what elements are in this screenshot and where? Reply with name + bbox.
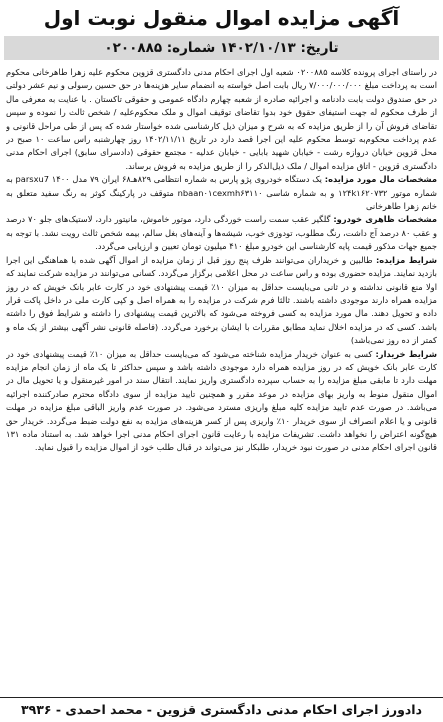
intro-paragraph bbox=[6, 66, 437, 173]
notice-footer: دادورز اجرای احکام مدنی دادگستری قزوین - محمد احمدی - ۳۹۳۶ bbox=[0, 697, 443, 722]
intro-text: در راستای اجرای پرونده کلاسه ۰۲۰۰۸۸۵ شعبه اول اجرای احکام مدنی دادگستری قزوین محکوم علیه زهرا طاهرخانی محکوم است به پرداخت مبلغ ۷/۰۰۰/۰۰۰/۰۰۰ ریال بابت اصل خواسته به انضمام سایر هزینه‌ها در حق حسین رسولی و نیم عشر دولتی در حق صندوق دولت بابت دادنامه و اجرائیه صادره از شعبه چهارم دادگاه عمومی و حقوقی تاکستان . با عنایت به معرفی مال از طرف محکوم له جهت استیفای حقوق خود بدوا تقاضای توقیف اموال و ملک محکوم‌علیه / شخص ثالث را نموده و سپس تقاضای فروش آن را از طریق مزایده که به شرح و میزان ذیل کارشناسی شده خواستار شده که پس از طی مراحل قانونی و عدم پرداخت محکوم‌به توسط محکوم علیه این اجرا قصد دارد در تاریخ ۱۴۰۲/۱۱/۱۱ روز چهارشنبه راس ساعت ۱۰ صبح در محل قزوین خیابان دروازه رشت - خیابان شهید بابایی - خیابان عدلیه - مجتمع حقوقی (دادسرای سابق) اجرای احکام مدنی دادگستری قزوین - اتاق مزایده اموال / ملک ذیل‌الذکر را از طریق مزایده به فروش برساند. bbox=[6, 67, 437, 171]
date-number-bar: تاریخ: ۱۴۰۲/۱۰/۱۳ شماره: ۰۲۰۰۸۸۵ bbox=[4, 36, 439, 60]
property-spec-heading: مشخصات مال مورد مزایده: bbox=[324, 174, 437, 185]
buyer-terms-text: کسی به عنوان خریدار مزایده شناخته می‌شود که می‌بایست حداقل به میزان ۱۰٪ قیمت پیشنهادی خود در کارت عابر بانک خویش که در روز مزایده همراه دارد موجودی داشته باشد و سپس حداکثر تا یک ماه از زمان انجام مزایده مهلت دارد تا مابقی مبلغ مزایده را به حساب سپرده دادگستری واریز نمایند. انتقال سند در امور غیرمنقول و یا تحویل مال در اموال منقول منوط به واریز بهای مزایده در موعد مقرر و همچنین تایید مزایده از سوی دادگاه محترم صادرکننده اجرائیه می‌باشد. در صورت عدم تایید مزایده کلیه مبلغ واریزی مسترد می‌شود. در صورت عدم واریز الباقی مبلغ مزایده در مهلت قانونی و یا اعلام انصراف از سوی خریدار ۱۰٪ واریزی پس از کسر هزینه‌های مزایده به نفع دولت ضبط می‌گردد. خریدار حق هیچ‌گونه اعتراض را نخواهد داشت. تشریفات مزایده با رعایت قانون اجرای احکام مدنی اجرا خواهد شد. به استناد ماده ۱۳۱ قانون اجرای احکام مدنی در صورت نبود خریدار، طلبکار نیز می‌تواند در قبال طلب خود از اموال مزایده را قبول نماید. bbox=[6, 348, 437, 453]
auction-terms-heading: شرایط مزایده: bbox=[375, 254, 437, 265]
notice-body bbox=[6, 66, 437, 694]
buyer-terms-paragraph bbox=[6, 348, 437, 455]
property-spec-paragraph bbox=[6, 173, 437, 213]
appearance-heading: مشخصات ظاهری خودرو: bbox=[333, 214, 437, 225]
property-spec-text: یک دستگاه خودروی پژو پارس به شماره انتظامی ۸۲۹هـ۶۸ ایران ۷۹ مدل ۱۴۰۰ parsxu7 به شماره موتور ۱۲۴k۱۶۲۰۷۳۲ و به شماره شاسی nbaan۰۱cexmh۶۳۱۱۰ متوقف در پارکینگ کوثر به رنگ سفید متعلق به خانم زهرا طاهرخانی bbox=[6, 174, 437, 212]
buyer-terms-heading: شرایط خریدار: bbox=[375, 348, 437, 359]
appearance-paragraph bbox=[6, 213, 437, 253]
notice-title: آگهی مزایده اموال منقول نوبت اول bbox=[43, 6, 400, 30]
auction-terms-paragraph bbox=[6, 254, 437, 348]
auction-terms-text: طالبین و خریداران می‌توانند ظرف پنج روز قبل از زمان مزایده از اموال آگهی شده با هماهنگی این اجرا بازدید نمایند. مزایده حضوری بوده و راس ساعت در محل اعلامی برگزار می‌گردد. کسانی می‌توانند در مزایده شرکت نمایند که اولا منع قانونی نداشته و در ثانی می‌بایست حداقل به میزان ۱۰٪ قیمت پیشنهادی خود در کارت عابر بانک خویش که در روز مزایده همراه دارند موجودی داشته باشند. ثالثا فرم شرکت در مزایده را به همراه اصل و کپی کارت ملی در داخل پاکت قرار داده و تحویل دهند. مال مورد مزایده به کسی فروخته می‌شود که بالاترین قیمت پیشنهادی را داشته و شرایط فوق را داشته باشد. کسی که در مزایده اخلال نماید مطابق مقررات با ایشان برخورد می‌گردد. (فاصله قانونی نشر آگهی بیشتر از یک ماه و کمتر از ده روز نمی‌باشد) bbox=[6, 254, 437, 346]
appearance-text: گلگیر عقب سمت راست خوردگی دارد، موتور خاموش، مانیتور دارد، لاستیک‌های جلو ۷۰ درصد و عقب ۸۰ درصد آج داشت، رنگ مطلوب، تودوزی خوب، شیشه‌ها و آینه‌های بغل سالم، بیمه شخص ثالث رویت نشد. با توجه به جمیع جهات مذکور قیمت پایه کارشناسی این خودرو مبلغ ۴۱۰ میلیون تومان تعیین و ارزیابی می‌گردد. bbox=[6, 214, 437, 252]
